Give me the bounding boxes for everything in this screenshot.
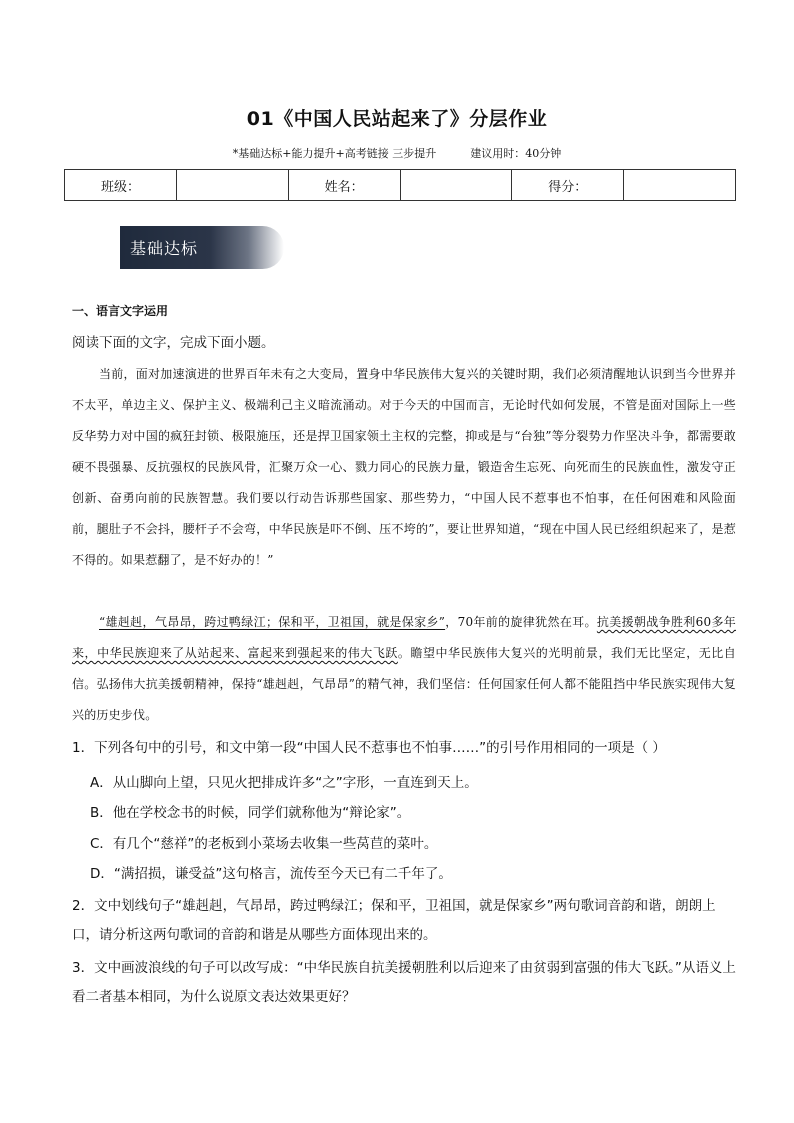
question-3: 3．文中画波浪线的句子可以改写成：“中华民族自抗美援朝胜利以后迎来了由贫弱到富强的伟大飞跃。”从语义上看二者基本相同，为什么说原文表达效果更好？ bbox=[72, 960, 736, 1005]
suggested-time: 建议用时：40分钟 bbox=[470, 147, 562, 160]
question-1-option-c: C．有几个“慈祥”的老板到小菜场去收集一些莴苣的菜叶。 bbox=[90, 836, 438, 852]
subtitle-steps: *基础达标+能力提升+高考链接 三步提升 bbox=[232, 147, 437, 160]
question-1-option-b: B．他在学校念书的时候，同学们就称他为“辩论家”。 bbox=[90, 805, 411, 821]
student-info-table bbox=[64, 169, 736, 201]
underlined-sentence: “雄赳赳，气昂昂，跨过鸭绿江；保和平，卫祖国，就是保家乡” bbox=[99, 615, 446, 629]
passage-paragraph-1: 当前，面对加速演进的世界百年未有之大变局，置身中华民族伟大复兴的关键时期，我们必须清醒地认识到当今世界并不太平，单边主义、保护主义、极端利己主义暗流涌动。对于今天的中国而言，无论时代如何发展，不管是面对国际上一些反华势力对中国的疯狂封锁、极限施压，还是捍卫国家领土主权的完整，抑或是与“台独”等分裂势力作坚决斗争，都需要敢硬不畏强暴、反抗强权的民族风骨，汇聚万众一心、戮力同心的民族力量，锻造舍生忘死、向死而生的民族血性，激发守正创新、奋勇向前的民族智慧。我们要以行动告诉那些国家、那些势力，“中国人民不惹事也不怕事，在任何困难和风险面前，腿肚子不会抖，腰杆子不会弯，中华民族是吓不倒、压不垮的”，要让世界知道，“现在中国人民已经组织起来了，是惹不得的。如果惹翻了，是不好办的！” bbox=[72, 367, 736, 567]
wavy-underlined-sentence: 抗美援朝战争胜利60多年来，中华民族迎来了从站起来、富起来到强起来的伟大飞跃 bbox=[72, 615, 737, 660]
page-title: 01《中国人民站起来了》分层作业 bbox=[246, 108, 548, 130]
reading-instruction: 阅读下面的文字，完成下面小题。 bbox=[72, 335, 275, 351]
passage-paragraph-2 bbox=[72, 607, 736, 731]
question-1-option-a: A．从山脚向上望，只见火把排成许多“之”字形，一直连到天上。 bbox=[90, 775, 478, 791]
section-heading: 一、语言文字运用 bbox=[72, 304, 169, 318]
passage-text: 。瞻望中华民族伟大复兴的光明前景，我们无比坚定，无比自信。弘扬伟大抗美援朝精神，保持“雄赳赳，气昂昂”的精气神，我们坚信：任何国家任何人都不能阻挡中华民族实现伟大复兴的历史步伐。 bbox=[72, 646, 737, 722]
subtitle bbox=[0, 145, 794, 161]
class-field[interactable] bbox=[176, 170, 288, 201]
name-label: 姓名： bbox=[288, 170, 400, 201]
class-label: 班级： bbox=[65, 170, 177, 201]
question-2: 2．文中划线句子“雄赳赳，气昂昂，跨过鸭绿江；保和平，卫祖国，就是保家乡”两句歌词音韵和谐，朗朗上口，请分析这两句歌词的音韵和谐是从哪些方面体现出来的。 bbox=[72, 898, 716, 943]
passage-text: ，70年前的旋律犹然在耳。 bbox=[445, 615, 597, 629]
score-field[interactable] bbox=[624, 170, 736, 201]
score-label: 得分： bbox=[512, 170, 624, 201]
name-field[interactable] bbox=[400, 170, 512, 201]
question-1-stem: 1．下列各句中的引号，和文中第一段“中国人民不惹事也不怕事……”的引号作用相同的一项是（ ） bbox=[72, 740, 666, 756]
banner-label: 基础达标 bbox=[130, 239, 199, 258]
question-1-option-d: D．“满招损，谦受益”这句格言，流传至今天已有二千年了。 bbox=[90, 866, 452, 882]
section-banner bbox=[120, 226, 284, 269]
